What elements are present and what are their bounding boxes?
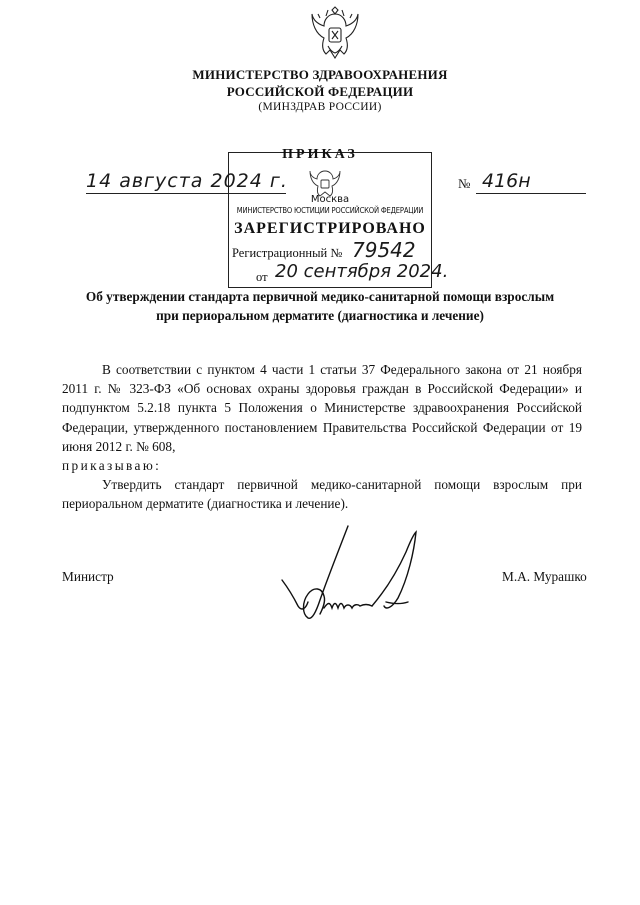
order-subject (60, 287, 580, 325)
order-title: ПРИКАЗ (282, 147, 358, 162)
ministry-name-line2: РОССИЙСКОЙ ФЕДЕРАЦИИ (226, 84, 414, 99)
stamp-organization: МИНИСТЕРСТВО ЮСТИЦИИ РОССИЙСКОЙ ФЕДЕРАЦИИ (236, 206, 424, 215)
order-subject-line1: Об утверждении стандарта первичной медико-санитарной помощи взрослым (85, 289, 555, 304)
order-number: 416н (482, 170, 531, 192)
stamp-registered-label: ЗАРЕГИСТРИРОВАНО (234, 220, 426, 237)
preamble-paragraph: В соответствии с пунктом 4 части 1 статьи 37 Федерального закона от 21 ноября 2011 г. № 323-ФЗ «Об основах охраны здоровья граждан в Российской Федерации» и подпунктом 5.2.18 пункта 5 Положения о Министерстве здравоохранения Российской Федерации, утвержденного постановлением Правительства Российской Федерации от 19 июня 2012 г. № 608, (62, 362, 582, 454)
stamp-reg-number-label: Регистрационный № (232, 246, 343, 260)
ministry-short-name: (МИНЗДРАВ РОССИИ) (258, 101, 382, 113)
order-word: приказываю: (62, 458, 162, 474)
russian-coat-of-arms-icon (310, 6, 360, 64)
order-subject-line2: при периоральном дерматите (диагностика и лечение) (156, 308, 484, 323)
number-underline (476, 193, 586, 194)
signatory-name: М.А. Мурашко (502, 569, 587, 584)
order-number-label: № (458, 176, 471, 191)
handwritten-signature (268, 522, 438, 632)
stamp-reg-number: 79542 (352, 238, 416, 262)
stamp-city: Москва (310, 194, 350, 205)
order-date: 14 августа 2024 г. (86, 170, 288, 192)
signatory-position: Министр (62, 569, 114, 584)
stamp-date: 20 сентября 2024. (275, 261, 449, 282)
order-paragraph: Утвердить стандарт первичной медико-санитарной помощи взрослым при периоральном дерматите (диагностика и лечение). (62, 477, 582, 512)
ministry-name-line1: МИНИСТЕРСТВО ЗДРАВООХРАНЕНИЯ (192, 67, 448, 82)
stamp-date-prefix: от (256, 270, 268, 284)
body-text (62, 360, 582, 514)
